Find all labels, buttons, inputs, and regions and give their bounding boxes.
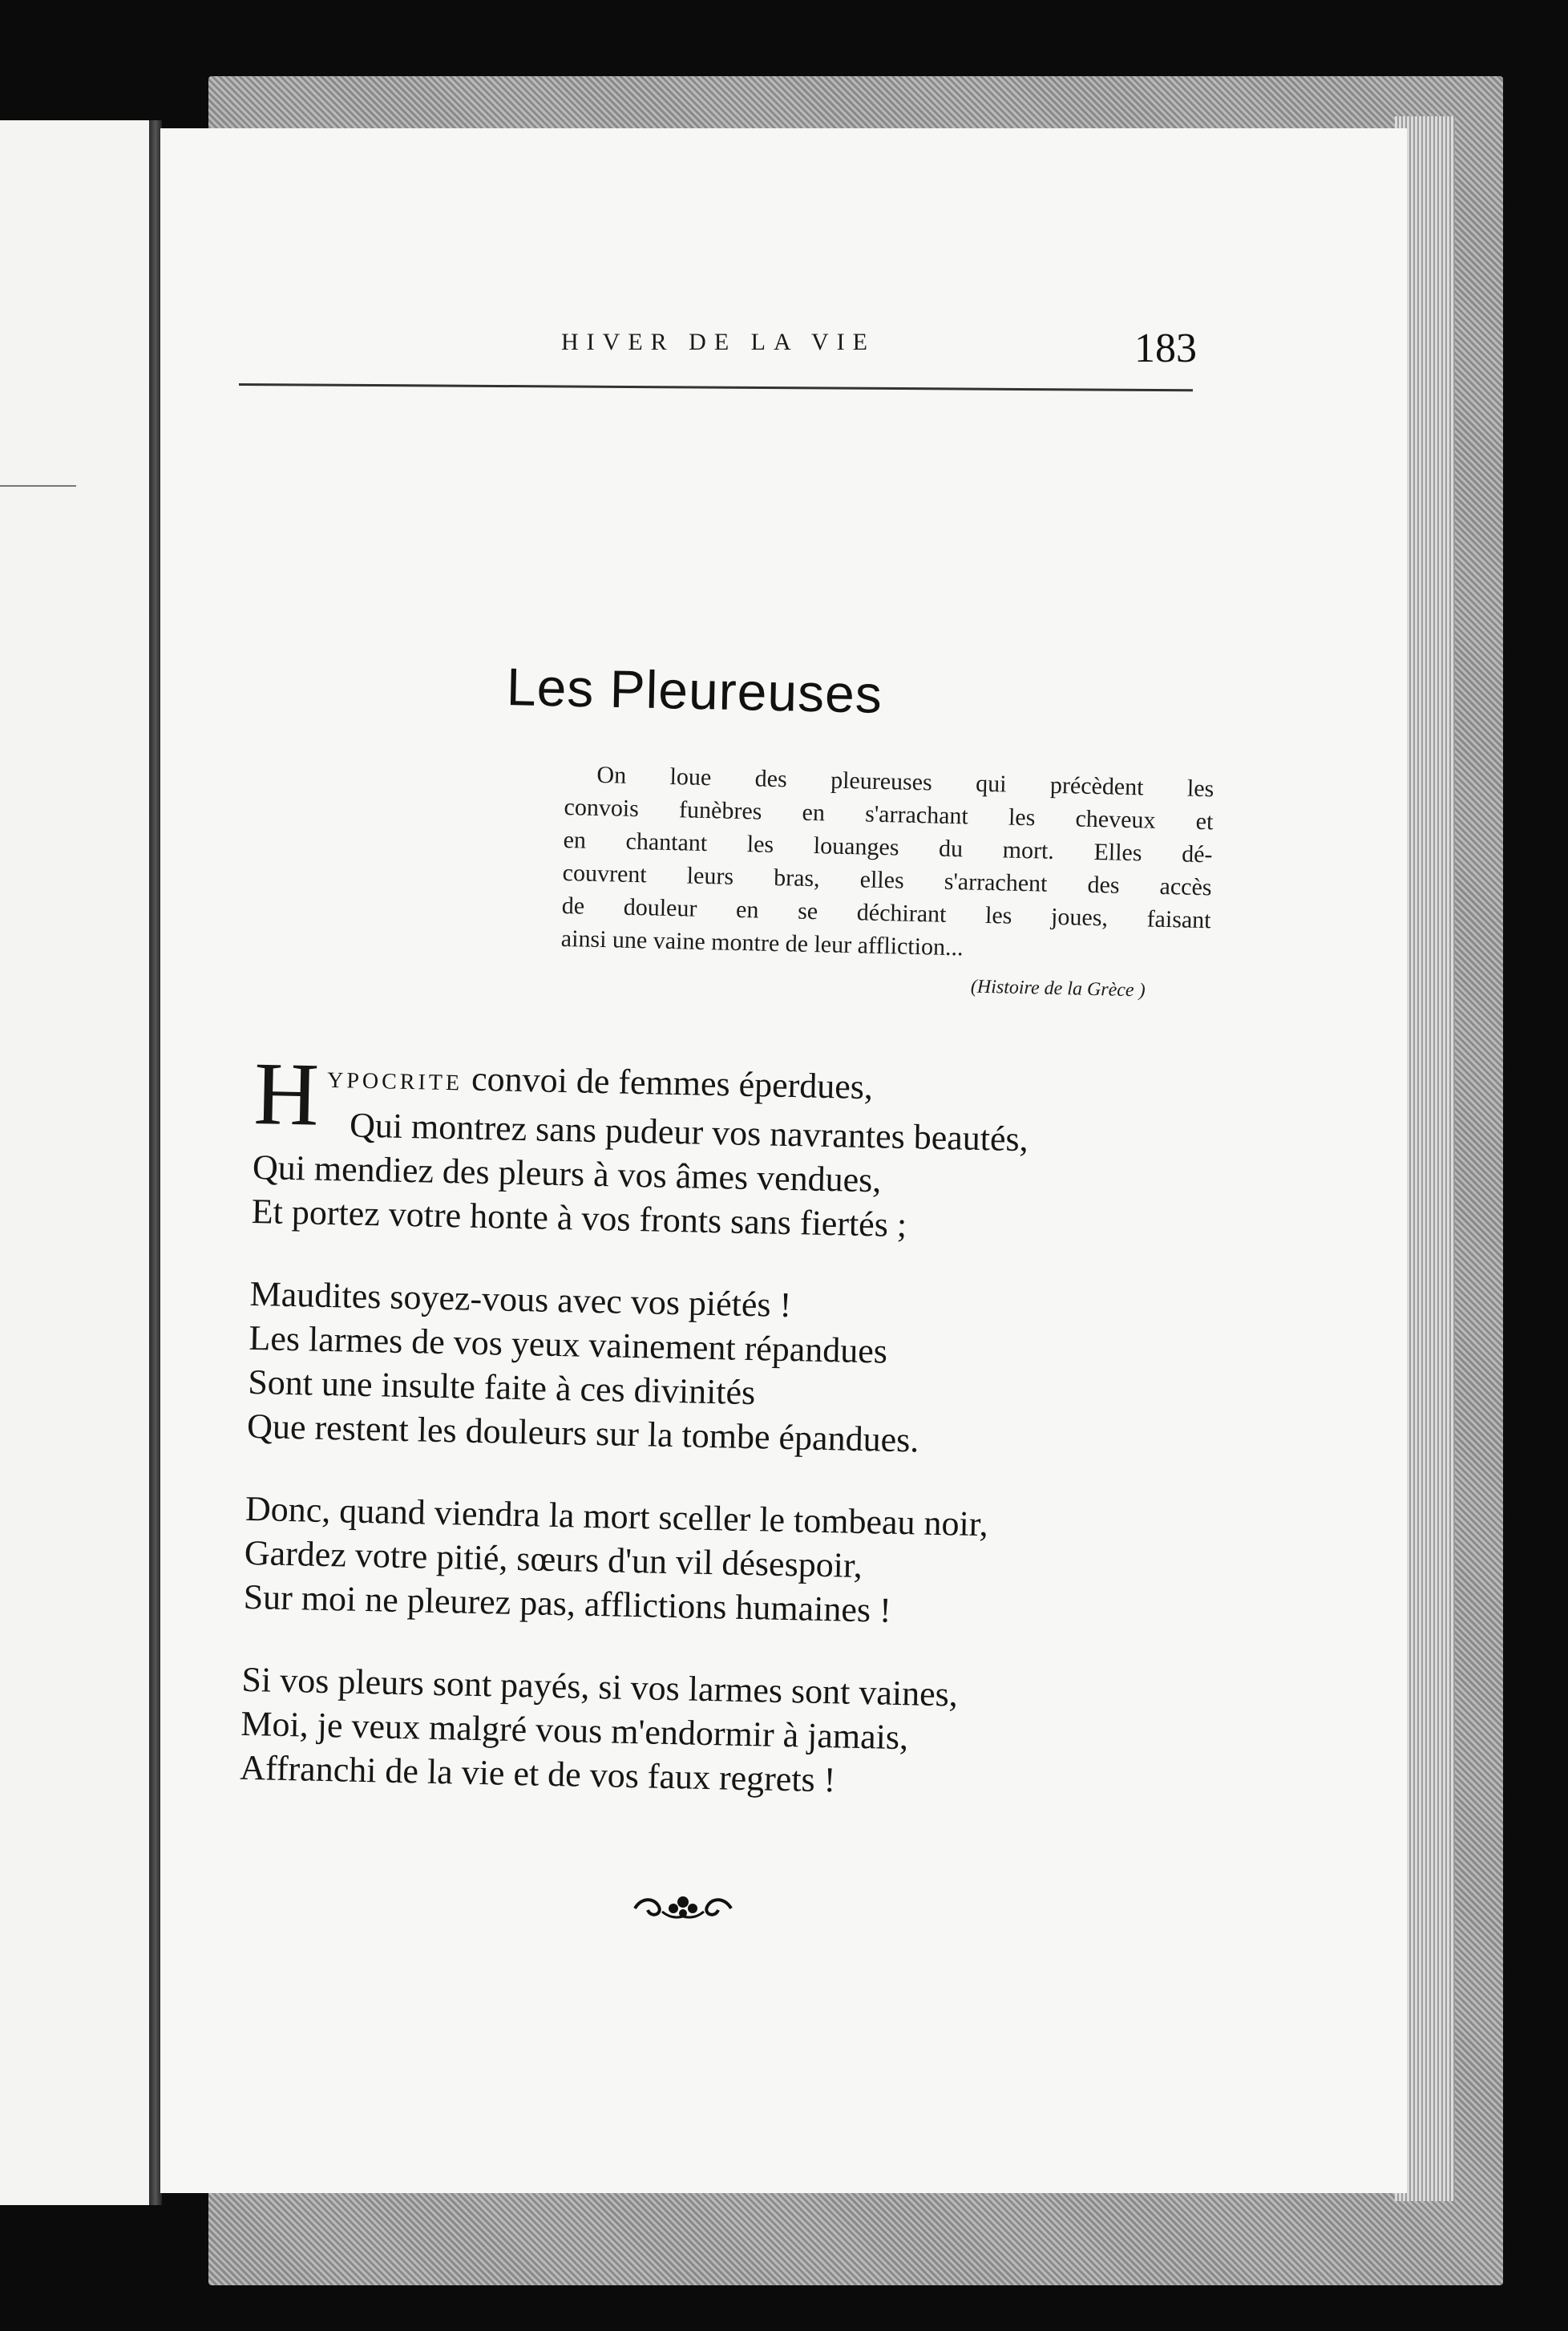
verse-line: Et portez votre honte à vos fronts sans fiertés ; <box>251 1191 907 1245</box>
verse-line: Affranchi de la vie et de vos faux regrets ! <box>239 1747 836 1800</box>
verse-line: Maudites soyez-vous avec vos piétés ! <box>249 1273 792 1325</box>
verse-line: Les larmes de vos yeux vainement répandues <box>249 1317 888 1371</box>
epigraph-line: couvrent leurs bras, elles s'arrachent des accès <box>562 859 1212 901</box>
verse-line: Si vos pleurs sont payés, si vos larmes sont vaines, <box>241 1659 959 1714</box>
verse-line: Gardez votre pitié, sœurs d'un vil désespoir, <box>244 1532 863 1586</box>
stanza-4 <box>240 1657 1188 1810</box>
verse-text: convoi de femmes éperdues, <box>462 1058 874 1107</box>
verse-line: Qui montrez sans pudeur vos navrantes beautés, <box>349 1105 1029 1159</box>
stanza-2 <box>247 1272 1196 1468</box>
stanza-1 <box>251 1044 1200 1253</box>
epigraph <box>560 758 1214 1009</box>
epigraph-line: de douleur en se déchirant les joues, faisant <box>561 892 1211 934</box>
epigraph-line: ainsi une vaine montre de leur affliction... <box>560 925 964 961</box>
left-page-edge <box>0 120 156 2205</box>
left-page-rule <box>0 485 76 487</box>
floral-ornament-icon <box>627 1891 739 1923</box>
smallcaps-word: YPOCRITE <box>326 1067 463 1096</box>
poem-body <box>239 1044 1201 1847</box>
verse-line: Moi, je veux malgré vous m'endormir à jamais, <box>240 1703 909 1758</box>
drop-cap: H <box>253 1044 321 1145</box>
verse-line: Qui mendiez des pleurs à vos âmes vendues, <box>252 1147 882 1200</box>
epigraph-line: On loue des pleureuses qui précèdent les <box>596 761 1214 803</box>
poem-title: Les Pleureuses <box>506 657 883 724</box>
verse-line: Que restent les douleurs sur la tombe épandues. <box>246 1406 919 1460</box>
page-number: 183 <box>1134 326 1197 371</box>
running-head: HIVER DE LA VIE <box>561 329 875 355</box>
verse-line: Sont une insulte faite à ces divinités <box>247 1362 756 1413</box>
stanza-3 <box>243 1487 1191 1639</box>
epigraph-line: convois funèbres en s'arrachant les cheveux et <box>564 793 1214 836</box>
epigraph-line: en chantant les louanges du mort. Elles dé- <box>563 826 1213 868</box>
verse-line: Donc, quand viendra la mort sceller le tombeau noir, <box>244 1488 989 1544</box>
verse-line: Sur moi ne pleurez pas, afflictions humaines ! <box>243 1576 892 1630</box>
epigraph-source: (Histoire de la Grèce ) <box>970 976 1146 1002</box>
